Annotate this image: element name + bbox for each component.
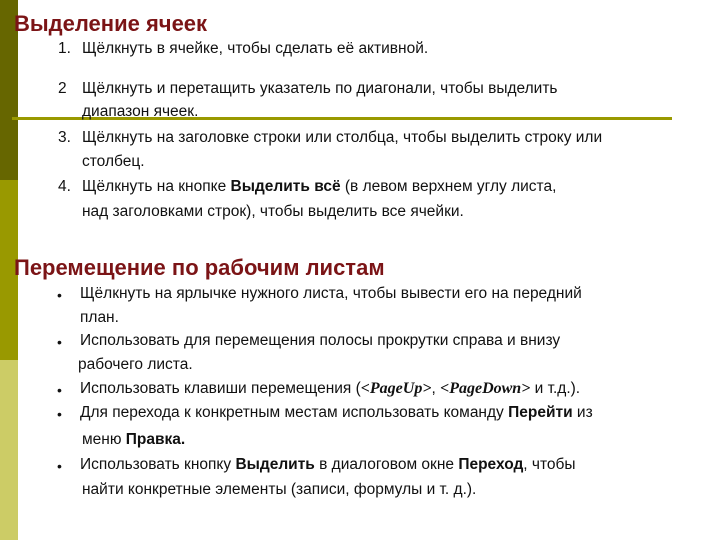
list-number: 3.: [58, 129, 71, 146]
list-item-text: Щёлкнуть в ячейке, чтобы сделать её активной.: [82, 40, 429, 57]
list-number: 2: [58, 80, 67, 97]
key-pageup: <PageUp>: [360, 380, 432, 397]
list-item-text: Щёлкнуть на кнопке Выделить всё (в левом верхнем углу листа,: [82, 178, 557, 195]
list-item-text: Использовать кнопку Выделить в диалоговом окне Переход, чтобы: [80, 456, 576, 473]
command-goto: Перейти: [508, 404, 573, 421]
list-item-text: над заголовками строк), чтобы выделить все ячейки.: [82, 203, 464, 220]
button-select: Выделить: [235, 456, 315, 473]
list-item-text: найти конкретные элементы (записи, формулы и т. д.).: [82, 481, 477, 498]
bullet-icon: •: [57, 334, 62, 350]
dialog-goto: Переход: [458, 456, 524, 473]
list-item-text: рабочего листа.: [78, 356, 193, 373]
menu-edit: Правка.: [125, 431, 186, 448]
heading-sheet-navigation: Перемещение по рабочим листам: [14, 255, 385, 280]
list-number: 4.: [58, 178, 71, 195]
list-item-text: Использовать для перемещения полосы прокрутки справа и внизу: [80, 332, 561, 349]
list-item-text: Щёлкнуть на заголовке строки или столбца, чтобы выделить строку или: [82, 129, 603, 146]
list-item-text: Использовать клавиши перемещения (<PageUp>, <PageDown> и т.д.).: [80, 380, 581, 397]
list-item-text: Щёлкнуть и перетащить указатель по диагонали, чтобы выделить: [82, 80, 558, 97]
heading-cell-selection: Выделение ячеек: [14, 11, 208, 36]
list-item-text: план.: [80, 309, 119, 326]
select-all-button-name: Выделить всё: [230, 178, 341, 195]
list-item-text: столбец.: [82, 153, 145, 170]
bullet-icon: •: [57, 458, 62, 474]
key-pagedown: <PageDown>: [440, 380, 531, 397]
bullet-icon: •: [57, 382, 62, 398]
list-number: 1.: [58, 40, 71, 57]
list-item-text: Щёлкнуть на ярлычке нужного листа, чтобы вывести его на передний: [80, 285, 582, 302]
accent-bar-bottom: [0, 360, 18, 540]
list-item-text: диапазон ячеек.: [82, 103, 199, 120]
list-item-text: Для перехода к конкретным местам использовать команду Перейти из: [80, 404, 593, 421]
list-item-text: меню Правка.: [82, 431, 186, 448]
bullet-icon: •: [57, 406, 62, 422]
bullet-icon: •: [57, 287, 62, 303]
